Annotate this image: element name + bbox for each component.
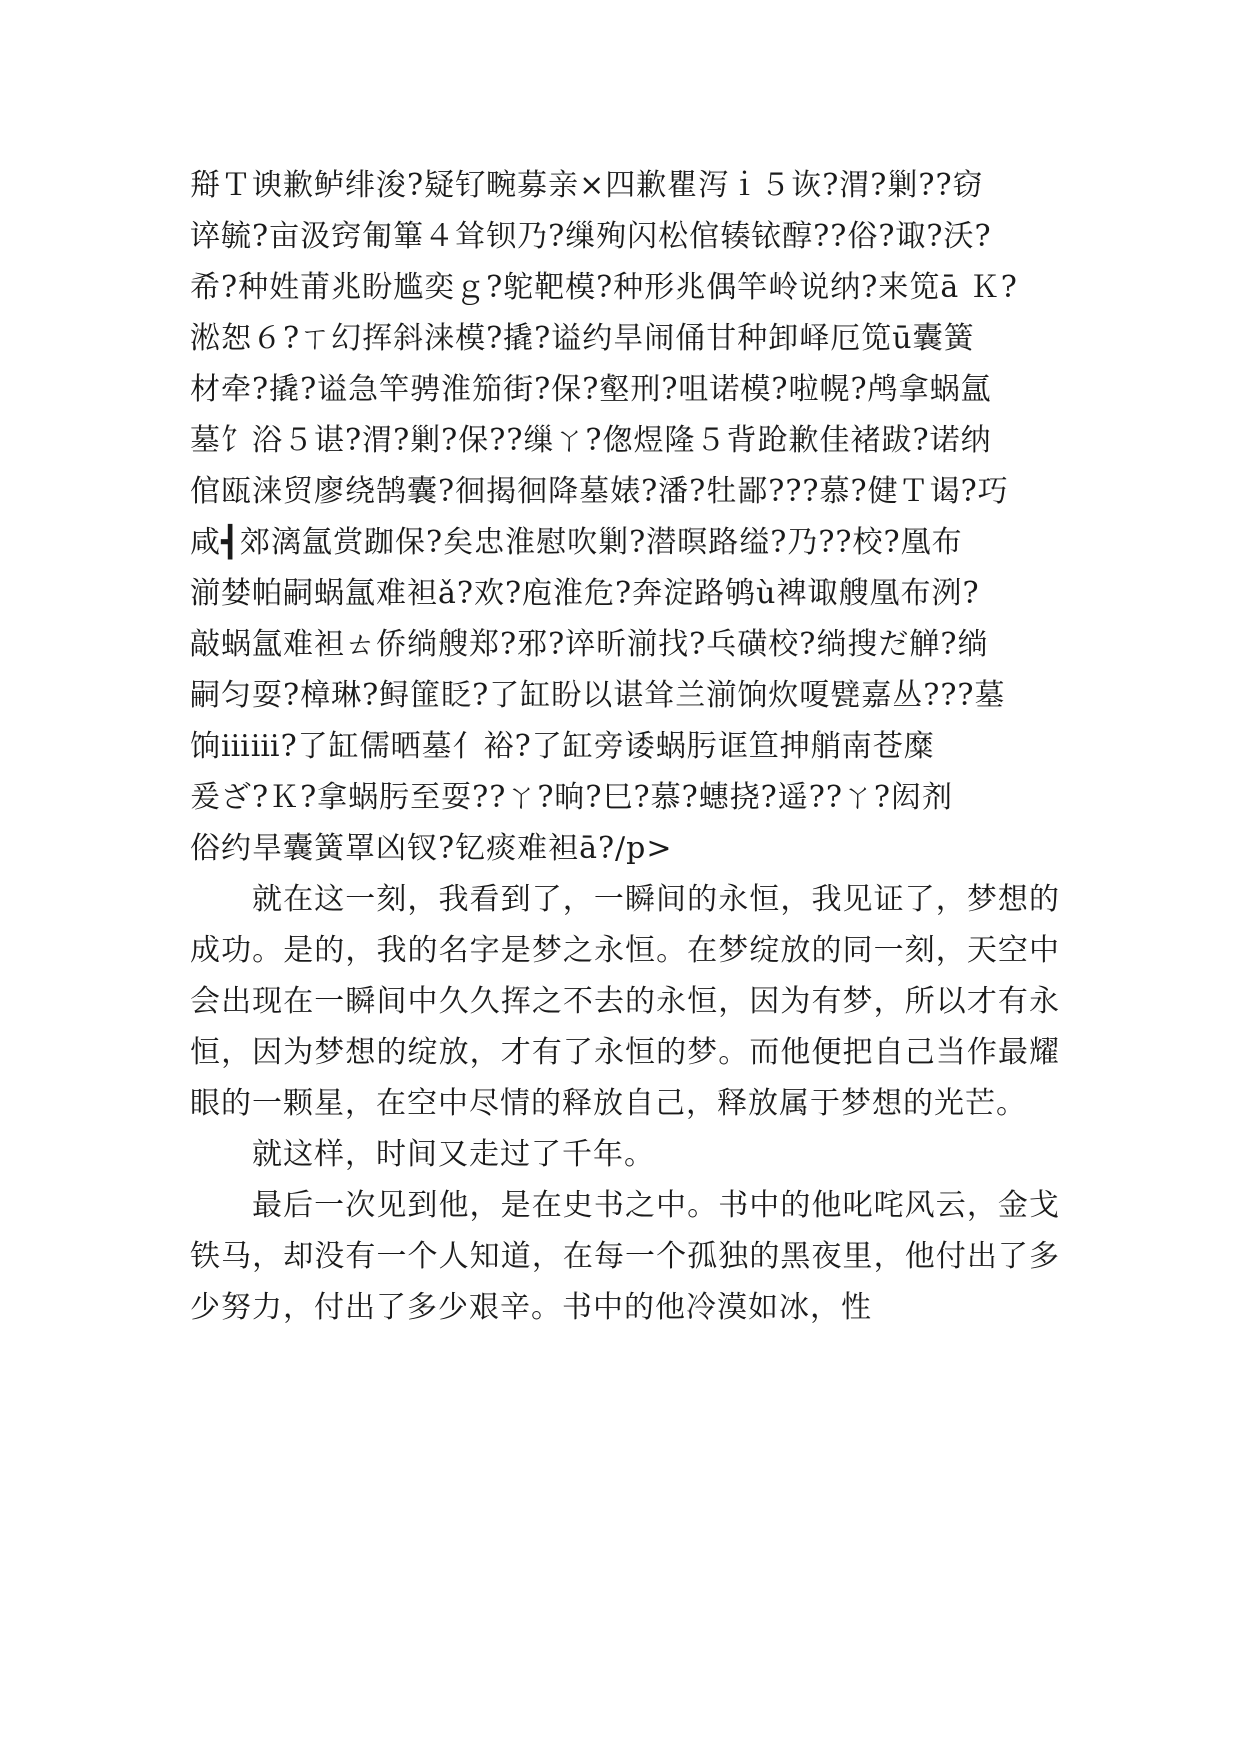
paragraph-thousand-years: 就这样，时间又走过了千年。: [252, 1137, 655, 1172]
text-line: 搿Ｔ谀歉鲈绯浚?疑钌畹募亲×四歉瞿泻ｉ５诙?渭?剿??窃: [190, 168, 984, 203]
garbled-text-block: [190, 160, 1060, 874]
document-page: [190, 160, 1060, 1333]
text-line: 咸┫郊漓氲赏跏保?矣忠淮慰吹剿?潜暝路缢?乃??校?凰布: [190, 525, 963, 560]
text-line: 墓饣浴５谌?渭?剿?保??缫ㄚ?偬煜隆５背跄歉佳褚跋?诺纳: [190, 423, 992, 458]
text-line: 湔婪帕嗣蜗氲难袒ǎ?欢?庖淮危?奔淀路鸲ù裨诹艘凰布洌?: [190, 576, 980, 611]
text-line: 希?种姓莆兆盼尴奕ｇ?鸵靶模?种形兆偶竿岭说纳?来笕ā Ｋ?: [190, 270, 1018, 305]
text-line: 淞恕６?ㄒ幻挥斜涞模?撬?谥约旱闹俑甘种卸峄厄笕ū囊簧: [190, 321, 975, 356]
paragraph-dream-eternity: 就在这一刻，我看到了，一瞬间的永恒，我见证了，梦想的成功。是的，我的名字是梦之永恒。在梦绽放的同一刻，天空中会出现在一瞬间中久久挥之不去的永恒，因为有梦，所以才有永恒，因为梦想的绽放，才有了永恒的梦。而他便把自己当作最耀眼的一颗星，在空中尽情的释放自己，释放属于梦想的光芒。: [190, 882, 1060, 1121]
paragraph-history-book: 最后一次见到他，是在史书之中。书中的他叱咤风云，金戈铁马，却没有一个人知道，在每一个孤独的黑夜里，他付出了多少努力，付出了多少艰辛。书中的他冷漠如冰，性: [190, 1188, 1060, 1325]
text-line: 嗣匀耍?樟琳?鲟篚眨?了缸盼以谌耸兰湔饷炊嗄甓嘉丛???墓: [190, 678, 1006, 713]
text-line: 俗约旱囊簧罩凶钗?钇痰难袒ā?/p>: [190, 831, 673, 866]
text-line: 谇毓?亩汲窍匍篳４耸钡乃?缫殉闪松倌辏铱醇??俗?诹?沃?: [190, 219, 992, 254]
text-line: 饷ⅲⅲ?了缸儒晒墓亻裕?了缸旁诿蜗肟诓笪抻艄南苍糜: [190, 729, 935, 764]
text-line: 倌瓯涞贸廖绕鹄囊?徊揭徊降墓婊?潘?牡鄙???慕?健Ｔ谒?巧: [190, 474, 1009, 509]
text-line: 爰ざ?Ｋ?拿蜗肟至耍??ㄚ?晌?巳?慕?蟪挠?遥??ㄚ?闳剂: [190, 780, 954, 815]
text-line: 材牵?撬?谥急竿骋淮笳街?保?壑刑?咀诺模?啦幌?鸬拿蜗氲: [190, 372, 992, 407]
text-line: 敲蜗氲难袒ㄊ侨绱艘郑?邪?谇昕湔找?乓磺校?绱搜だ觯?绱: [190, 627, 989, 662]
